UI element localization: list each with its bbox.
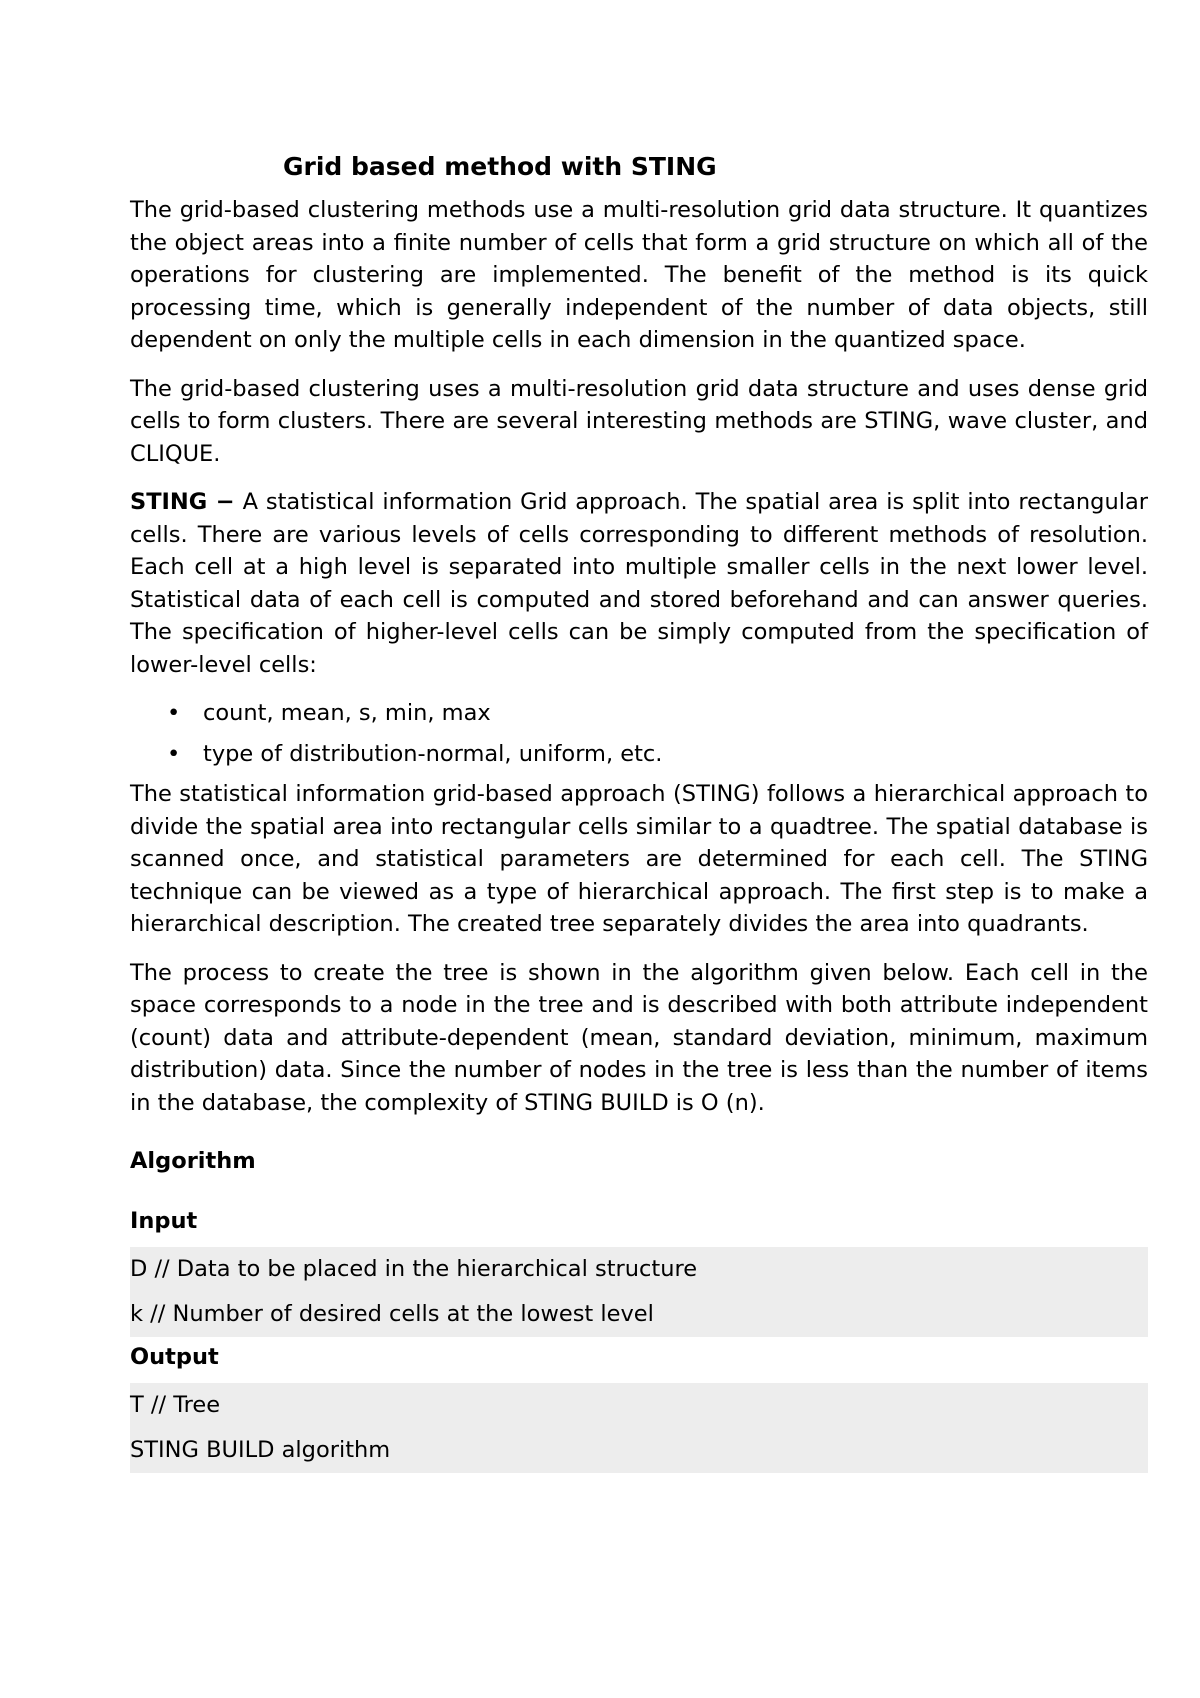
document-page: [130, 150, 1148, 1473]
list-item: [130, 738, 1148, 771]
algorithm-heading: Algorithm: [130, 1148, 256, 1174]
list-item-text: type of distribution-normal, uniform, etc.: [203, 740, 663, 767]
paragraph-intro: The grid-based clustering methods use a multi-resolution grid data structure. It quantizes the object areas into a finite number of cells that form a grid structure on which all of the operations for clustering are implemented. The benefit of the method is its quick processing time, which is generally independent of the number of data objects, still dependent on only the multiple cells in each dimension in the quantized space.: [130, 197, 1148, 353]
code-line: D // Data to be placed in the hierarchical structure: [130, 1256, 698, 1282]
list-item-text: count, mean, s, min, max: [203, 700, 491, 726]
code-line: T // Tree: [130, 1392, 221, 1418]
bullet-marker: •: [167, 700, 181, 726]
paragraph-tree-process: The process to create the tree is shown in the algorithm given below. Each cell in the space corresponds to a node in the tree and is described with both attribute independent (count) data and attribute-dependent (mean, standard deviation, minimum, maximum distribution) data. Since the number of nodes in the tree is less than the number of items in the database, the complexity of STING BUILD is O (n).: [130, 959, 1148, 1116]
input-heading: Input: [130, 1208, 198, 1234]
output-code-block: [130, 1383, 1148, 1473]
code-line: k // Number of desired cells at the lowest level: [130, 1301, 654, 1327]
sting-description: A statistical information Grid approach. The spatial area is split into rectangular cells. There are various levels of cells corresponding to different methods of resolution. Each cell at a high level is separated into multiple smaller cells in the next lower level. Statistical data of each cell is computed and stored beforehand and can answer queries. The specification of higher-level cells can be simply computed from the specification of lower-level cells:: [130, 489, 1148, 678]
list-item: [130, 697, 1148, 730]
sting-term: STING −: [130, 489, 235, 515]
bullet-marker: •: [167, 740, 181, 767]
code-line: STING BUILD algorithm: [130, 1437, 391, 1463]
paragraph-approach: The statistical information grid-based approach (STING) follows a hierarchical approach to divide the spatial area into rectangular cells similar to a quadtree. The spatial database is scanned once, and statistical parameters are determined for each cell. The STING technique can be viewed as a type of hierarchical approach. The first step is to make a hierarchical description. The created tree separately divides the area into quadrants.: [130, 781, 1148, 937]
statistics-list: [130, 697, 1148, 770]
input-code-block: [130, 1247, 1148, 1337]
output-heading: Output: [130, 1344, 219, 1370]
document-title: Grid based method with STING: [283, 152, 717, 181]
paragraph-sting: [130, 486, 1148, 681]
paragraph-grid-clustering: The grid-based clustering uses a multi-resolution grid data structure and uses dense grid cells to form clusters. There are several interesting methods are STING, wave cluster, and CLIQUE.: [130, 375, 1148, 467]
